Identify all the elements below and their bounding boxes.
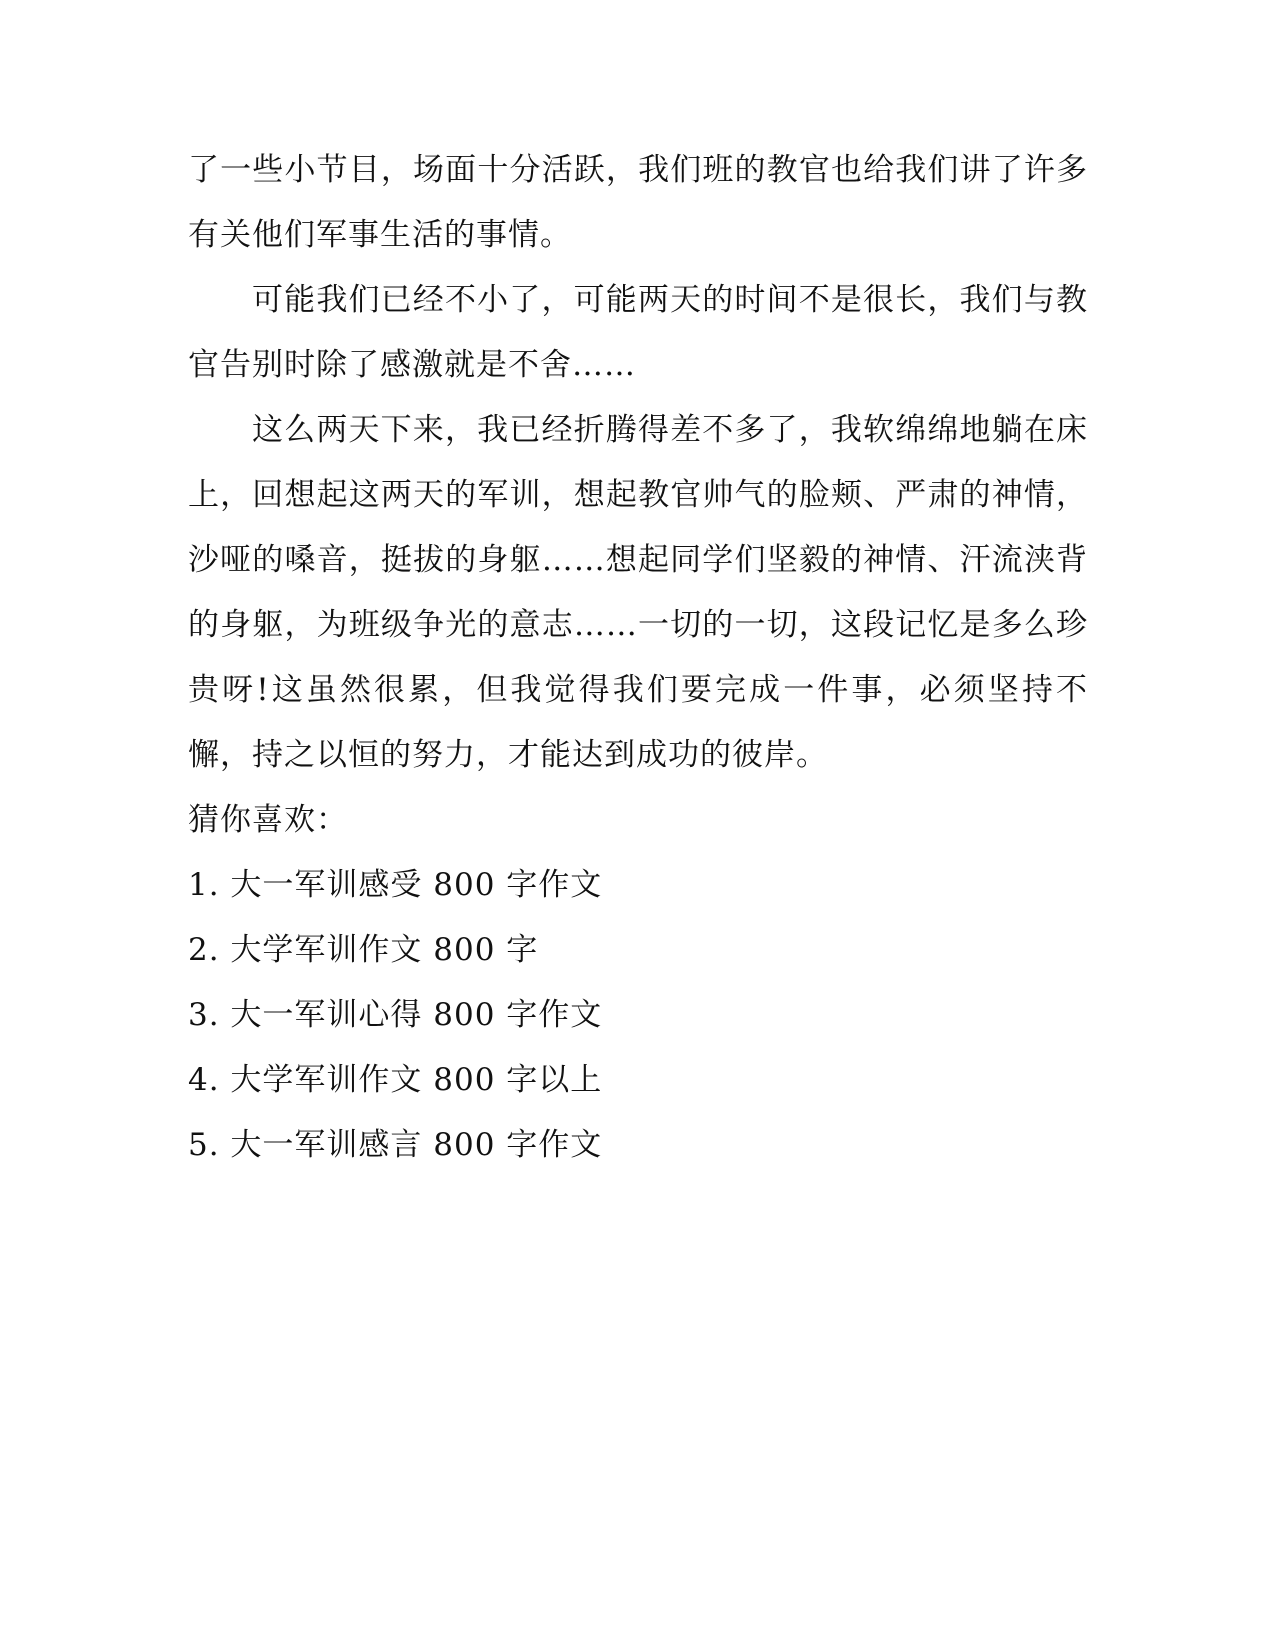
related-article-link[interactable]: 2. 大学军训作文 800 字 [188, 932, 539, 968]
document-body [188, 138, 1088, 1178]
related-article-item[interactable] [188, 853, 1088, 918]
paragraph-continuation: 了一些小节目，场面十分活跃，我们班的教官也给我们讲了许多有关他们军事生活的事情。 [188, 152, 1088, 253]
related-article-item[interactable] [188, 1048, 1088, 1113]
related-article-link[interactable]: 1. 大一军训感受 800 字作文 [188, 867, 603, 903]
related-article-item[interactable] [188, 1113, 1088, 1178]
related-article-item[interactable] [188, 983, 1088, 1048]
related-article-link[interactable]: 3. 大一军训心得 800 字作文 [188, 997, 603, 1033]
related-article-link[interactable]: 5. 大一军训感言 800 字作文 [188, 1127, 603, 1163]
related-articles-list [188, 853, 1088, 1178]
related-article-link[interactable]: 4. 大学军训作文 800 字以上 [188, 1062, 603, 1098]
related-article-item[interactable] [188, 918, 1088, 983]
paragraph-reflection: 这么两天下来，我已经折腾得差不多了，我软绵绵地躺在床上，回想起这两天的军训，想起教官帅气的脸颊、严肃的神情，沙哑的嗓音，挺拔的身躯……想起同学们坚毅的神情、汗流浃背的身躯，为班级争光的意志……一切的一切，这段记忆是多么珍贵呀!这虽然很累，但我觉得我们要完成一件事，必须坚持不懈，持之以恒的努力，才能达到成功的彼岸。 [188, 412, 1088, 773]
related-articles-label: 猜你喜欢： [188, 802, 348, 838]
paragraph-farewell: 可能我们已经不小了，可能两天的时间不是很长，我们与教官告别时除了感激就是不舍…… [188, 282, 1088, 383]
